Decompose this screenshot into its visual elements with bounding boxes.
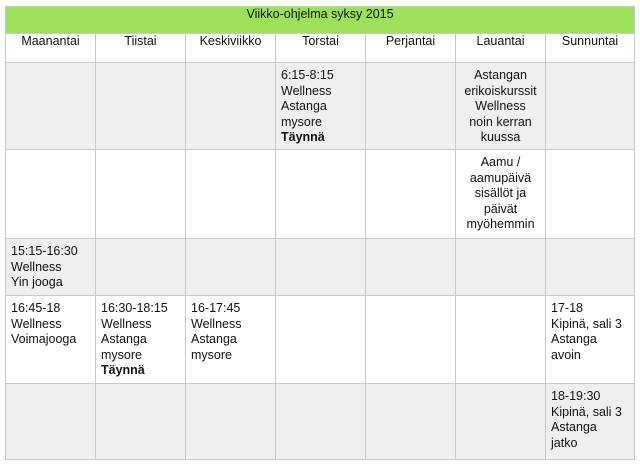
session-line: 18-19:30 [551,389,601,403]
session-line: Wellness [11,259,62,274]
cell-content [366,63,455,68]
cell-content [546,150,634,155]
cell-content [456,384,545,389]
session-line: mysore [281,114,322,129]
schedule-cell [366,63,456,150]
schedule-row [6,296,635,384]
schedule-cell [546,63,635,150]
status-full-label: Täynnä [281,130,325,144]
schedule-body [6,63,635,460]
cell-content [276,296,365,301]
schedule-cell [186,384,276,460]
session-line: sisällöt ja [474,186,527,200]
schedule-cell [276,239,366,296]
weekly-schedule-table [5,6,635,460]
cell-content [546,239,634,244]
schedule-cell [276,296,366,384]
status-full-label: Täynnä [101,363,145,377]
cell-content [96,239,185,244]
schedule-cell [186,239,276,296]
schedule-cell [546,296,635,384]
cell-content [186,296,275,363]
session-line: Yin jooga [11,275,63,289]
cell-content [96,150,185,155]
cell-content [546,384,634,451]
schedule-cell [96,239,186,296]
session-line: 15:15-16:30 [11,244,78,258]
schedule-cell [276,384,366,460]
cell-content [456,296,545,301]
cell-content [366,384,455,389]
session-line: 16:45-18 [11,301,61,315]
session-line: Kipinä, sali 3 [551,404,622,419]
cell-content [6,63,95,68]
session-line: mysore [101,347,142,362]
schedule-cell [96,384,186,460]
session-line: myöhemmin [466,217,535,231]
cell-content [96,63,185,68]
schedule-cell [6,296,96,384]
schedule-cell [456,239,546,296]
cell-content [456,63,545,146]
session-line: aamupäivä [469,170,532,185]
session-line: mysore [191,347,232,362]
schedule-cell [96,150,186,239]
cell-content [366,296,455,301]
schedule-cell [456,296,546,384]
schedule-cell [186,63,276,150]
schedule-cell [366,384,456,460]
schedule-cell [456,150,546,239]
session-line: Astangan [474,68,527,82]
cell-content [456,150,545,233]
session-line: noin kerran [469,114,532,129]
cell-content [276,150,365,155]
schedule-row [6,384,635,460]
cell-content [366,150,455,155]
schedule-cell [6,150,96,239]
session-line: Aamu / [480,155,521,169]
cell-content [96,296,185,379]
schedule-cell [96,63,186,150]
session-line: Astanga [191,332,237,346]
session-line: Wellness [11,316,62,331]
schedule-cell [366,239,456,296]
session-line: jatko [551,435,578,450]
session-line: Voimajooga [11,332,77,346]
day-header: Sunnuntai [546,34,635,63]
cell-content [6,296,95,348]
cell-content [186,239,275,244]
schedule-cell [6,384,96,460]
schedule-row [6,239,635,296]
session-line: Wellness [281,83,332,98]
cell-content [6,150,95,155]
schedule-cell [366,296,456,384]
schedule-cell [96,296,186,384]
schedule-cell [186,296,276,384]
schedule-cell [546,239,635,296]
session-line: 16-17:45 [191,301,241,315]
session-line: erikoiskurssit [464,83,537,98]
session-line: Astanga [551,420,597,434]
session-line: Wellness [475,99,526,113]
schedule-cell [546,384,635,460]
session-line: Wellness [101,316,152,331]
cell-content [546,296,634,363]
schedule-cell [546,150,635,239]
cell-content [366,239,455,244]
session-line: Astanga [281,99,327,113]
session-line: 17-18 [551,301,583,315]
session-line: 16:30-18:15 [101,301,168,315]
schedule-cell [186,150,276,239]
cell-content [546,63,634,68]
schedule-cell [6,239,96,296]
schedule-cell [276,150,366,239]
cell-content [186,63,275,68]
session-line: Astanga [101,332,147,346]
cell-content [6,384,95,389]
schedule-title: Viikko-ohjelma syksy 2015 [6,7,635,34]
schedule-cell [276,63,366,150]
schedule-row [6,63,635,150]
schedule-cell [6,63,96,150]
schedule-row [6,150,635,239]
day-header: Lauantai [456,34,546,63]
day-header-row [6,34,635,63]
day-header: Torstai [276,34,366,63]
session-line: avoin [551,347,581,362]
cell-content [186,384,275,389]
day-header: Perjantai [366,34,456,63]
cell-content [276,239,365,244]
session-line: 6:15-8:15 [281,68,334,82]
schedule-cell [456,384,546,460]
session-line: kuussa [480,130,521,144]
day-header: Keskiviikko [186,34,276,63]
day-header: Tiistai [96,34,186,63]
schedule-cell [366,150,456,239]
session-line: Wellness [191,316,242,331]
cell-content [276,384,365,389]
day-header: Maanantai [6,34,96,63]
cell-content [456,239,545,244]
cell-content [186,150,275,155]
session-line: päivät [483,201,518,216]
cell-content [276,63,365,146]
session-line: Astanga [551,332,597,346]
session-line: Kipinä, sali 3 [551,316,622,331]
cell-content [96,384,185,389]
schedule-cell [456,63,546,150]
cell-content [6,239,95,291]
